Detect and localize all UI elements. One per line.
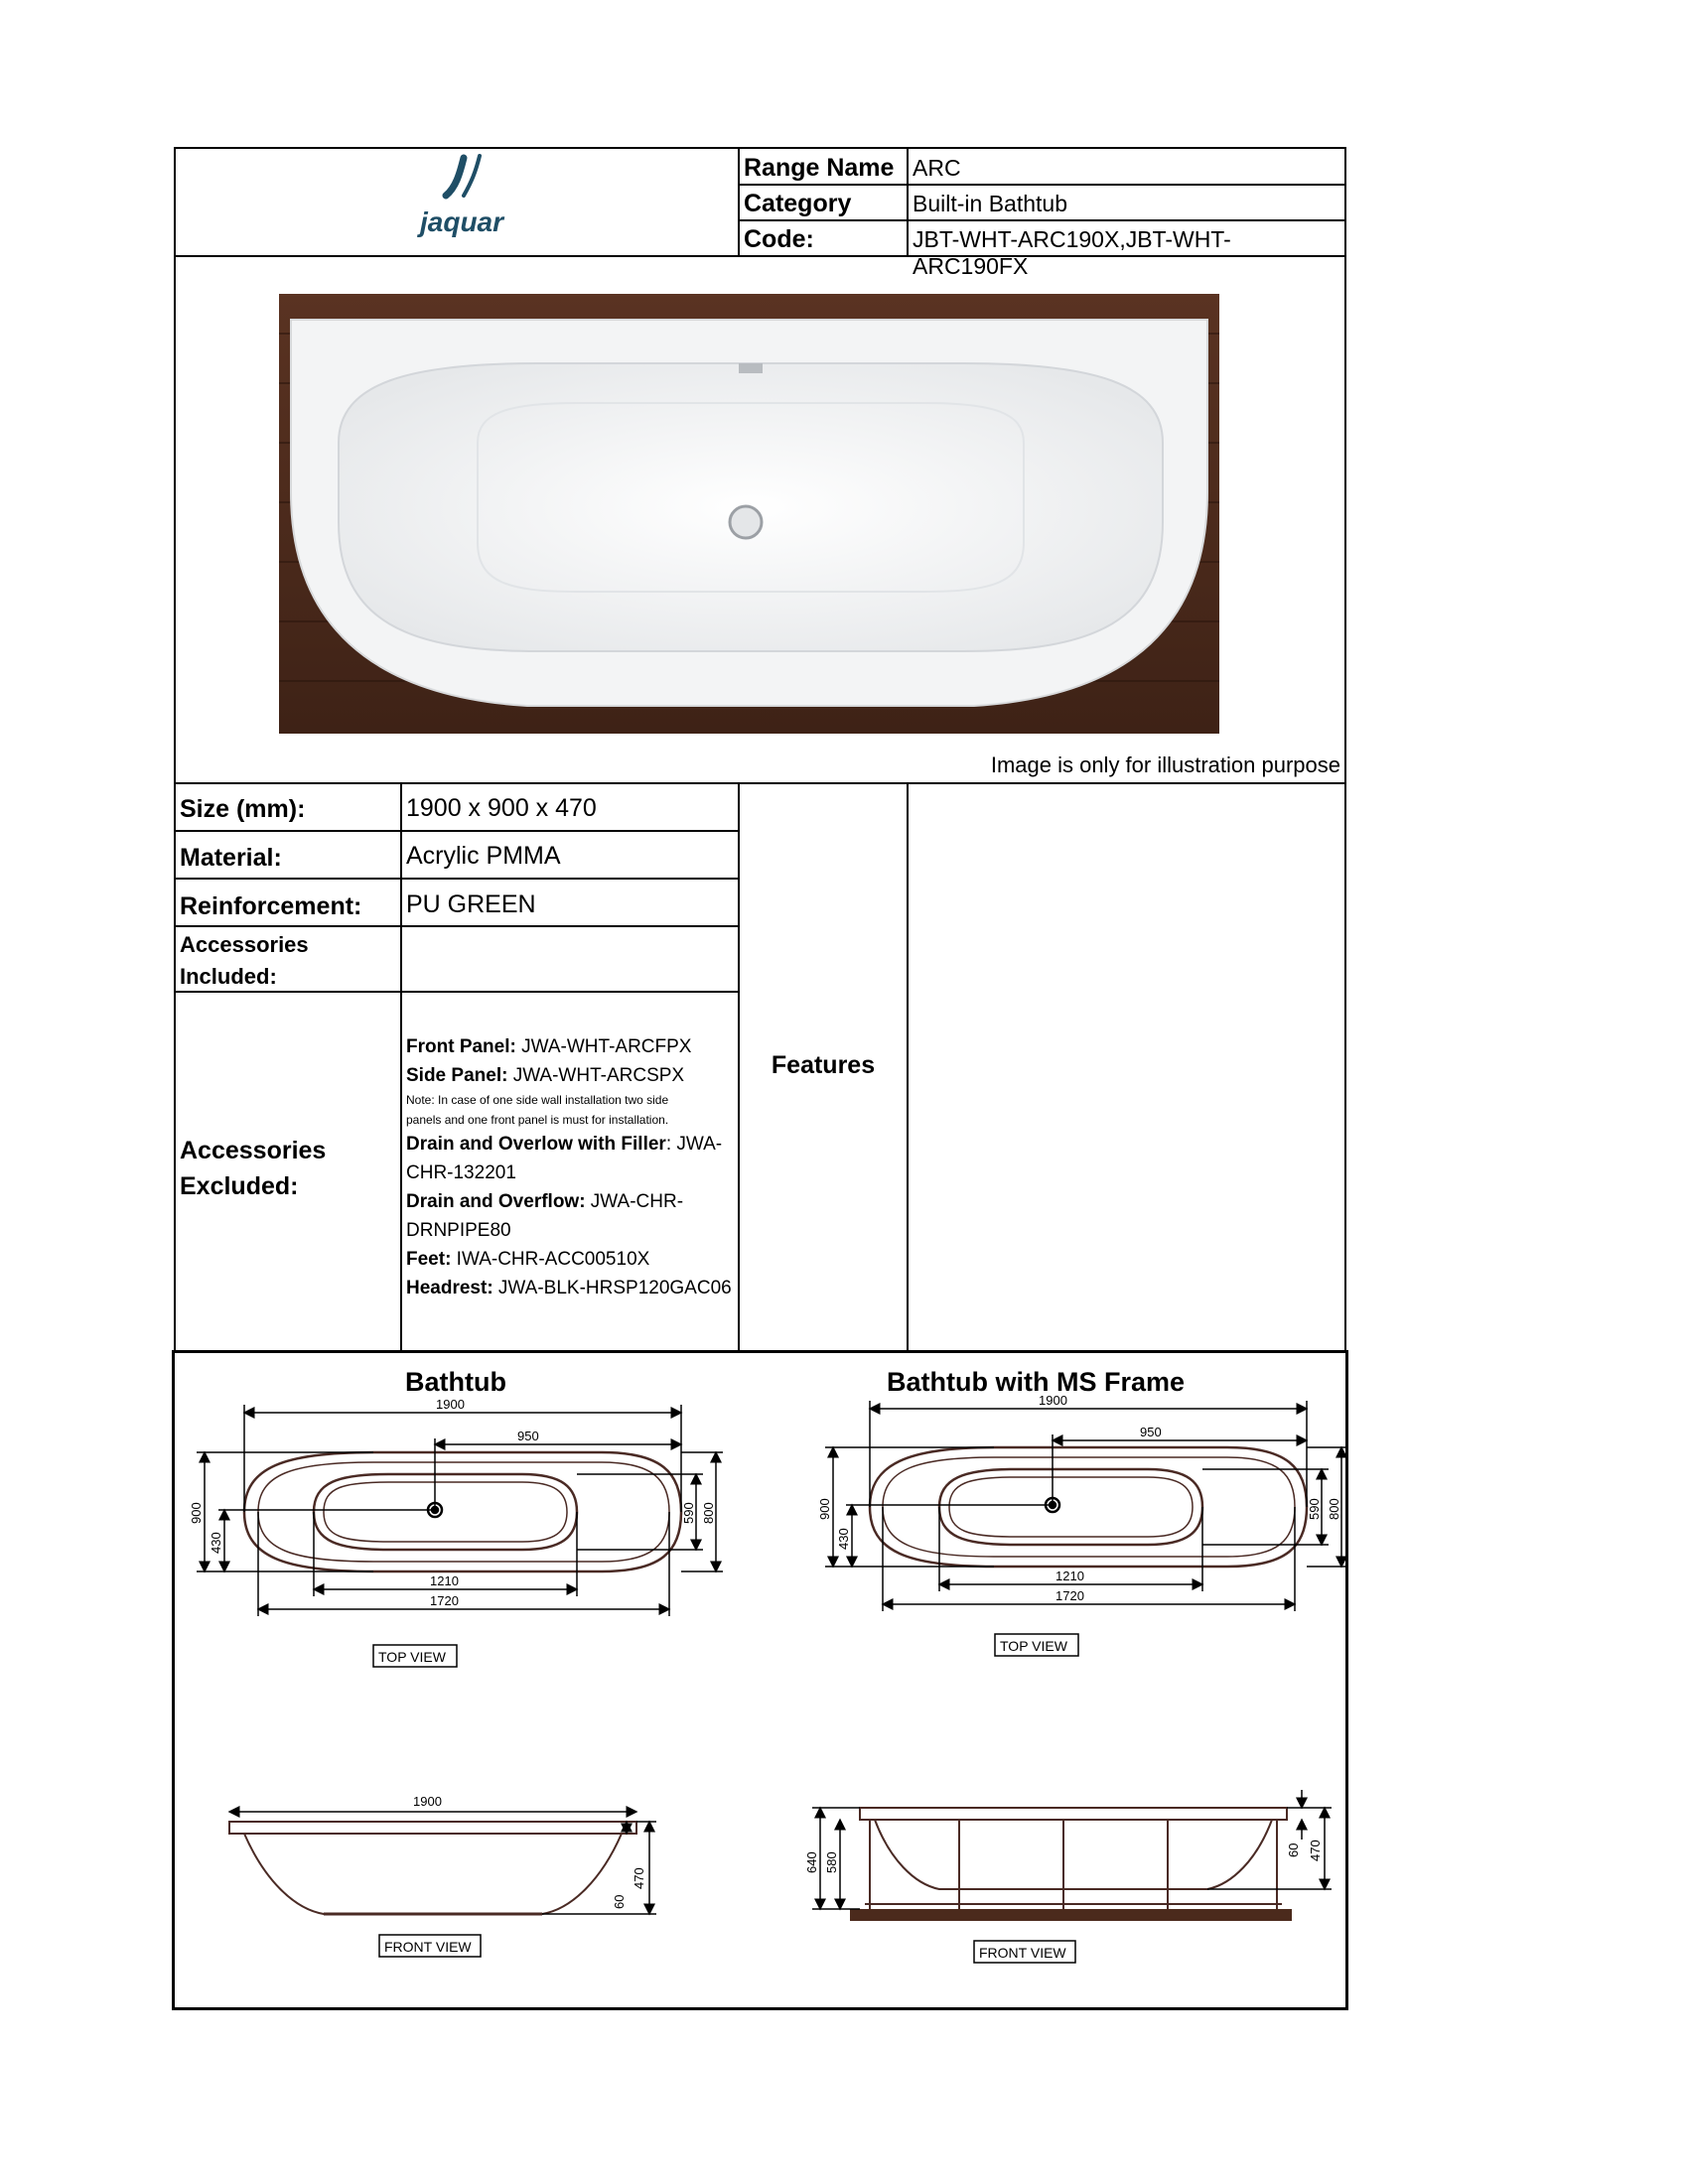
drain-filler-line: Drain and Overlow with Filler: JWA- [406, 1134, 723, 1155]
reinforcement-value-cell [400, 878, 740, 927]
acc-excluded-label-2: Excluded: [180, 1172, 299, 1200]
category-label-cell [738, 184, 909, 221]
range-name-value: ARC [913, 155, 961, 181]
r-dim-590: 590 [1307, 1498, 1322, 1520]
drain-overflow-line-2: DRNPIPE80 [406, 1220, 511, 1241]
technical-drawings [175, 1353, 1345, 2007]
drain [730, 506, 762, 538]
top-view-label-left: TOP VIEW [378, 1649, 446, 1665]
overflow-cover [739, 363, 763, 373]
right-top-dims [825, 1401, 1345, 1611]
right-front-view [860, 1808, 1287, 1909]
drain-filler-line-2: CHR-132201 [406, 1162, 516, 1183]
front-dim-470-right: 470 [1308, 1840, 1323, 1861]
front-view-label-left: FRONT VIEW [384, 1939, 472, 1955]
r-dim-430: 430 [836, 1528, 851, 1550]
acc-included-label-2: Included: [180, 964, 277, 989]
reinforcement-label: Reinforcement: [180, 892, 362, 920]
excluded-list [406, 1032, 738, 1302]
acc-excluded-label-cell [174, 991, 402, 1352]
headrest-line: Headrest: JWA-BLK-HRSP120GAC06 [406, 1278, 732, 1298]
category-label: Category [744, 190, 852, 217]
material-value-cell [400, 830, 740, 880]
r-dim-1900: 1900 [1039, 1393, 1067, 1408]
side-panel-line: Side Panel: JWA-WHT-ARCSPX [406, 1065, 685, 1086]
dim-1210: 1210 [430, 1573, 459, 1588]
drawings-section [172, 1350, 1348, 2010]
r-dim-1720: 1720 [1055, 1588, 1084, 1603]
image-note: Image is only for illustration purpose [990, 752, 1340, 777]
right-drawing-title: Bathtub with MS Frame [887, 1367, 1186, 1397]
front-dim-60-left: 60 [612, 1894, 627, 1909]
floor [850, 1909, 1292, 1921]
acc-excluded-label-1: Accessories [180, 1137, 327, 1164]
left-top-view [244, 1452, 681, 1571]
dim-430: 430 [209, 1532, 223, 1554]
code-label: Code: [744, 225, 814, 253]
r-dim-800: 800 [1327, 1498, 1341, 1520]
logo-text: jaquar [420, 206, 504, 237]
features-value-cell [907, 782, 1346, 1352]
front-dim-470-left: 470 [632, 1867, 646, 1889]
dim-1900: 1900 [436, 1397, 465, 1412]
front-dim-60-right: 60 [1286, 1843, 1301, 1857]
range-name-value-cell [907, 147, 1346, 186]
material-value: Acrylic PMMA [406, 842, 561, 870]
right-top-view [870, 1447, 1307, 1567]
right-top-dim-labels [817, 1393, 1341, 1603]
jaquar-logo [394, 152, 533, 251]
front-panel-line: Front Panel: JWA-WHT-ARCFPX [406, 1036, 692, 1057]
r-dim-950: 950 [1140, 1425, 1162, 1439]
left-drawing-title: Bathtub [405, 1367, 506, 1397]
bathtub-photo [279, 294, 1219, 734]
dim-900: 900 [189, 1502, 204, 1524]
r-dim-900: 900 [817, 1498, 832, 1520]
category-value: Built-in Bathtub [913, 191, 1067, 216]
front-dim-640-right: 640 [804, 1851, 819, 1873]
size-label: Size (mm): [180, 795, 306, 823]
left-front-dims [229, 1812, 656, 1914]
reinforcement-value: PU GREEN [406, 890, 536, 918]
size-label-cell [174, 782, 402, 832]
features-label-cell [738, 782, 909, 1352]
front-dim-580-right: 580 [824, 1851, 839, 1873]
range-name-label-cell [738, 147, 909, 186]
front-view-label-right: FRONT VIEW [979, 1945, 1066, 1961]
reinforcement-label-cell [174, 878, 402, 927]
left-front-view [229, 1822, 636, 1914]
front-dim-1900-left: 1900 [413, 1794, 442, 1809]
size-value-cell [400, 782, 740, 832]
material-label: Material: [180, 844, 282, 872]
acc-included-label-cell [174, 925, 402, 993]
dim-1720: 1720 [430, 1593, 459, 1608]
feet-line: Feet: IWA-CHR-ACC00510X [406, 1249, 650, 1270]
left-top-dim-labels [189, 1397, 716, 1608]
left-top-dims [197, 1405, 723, 1616]
acc-included-label-1: Accessories [180, 932, 309, 957]
image-section [174, 255, 1346, 784]
code-label-cell [738, 219, 909, 257]
acc-included-value-cell [400, 925, 740, 993]
logo-mark [446, 158, 464, 196]
r-dim-1210: 1210 [1055, 1569, 1084, 1583]
code-value: JBT-WHT-ARC190X,JBT-WHT-ARC190FX [913, 226, 1231, 279]
dim-590: 590 [681, 1502, 696, 1524]
range-name-label: Range Name [744, 154, 895, 182]
size-value: 1900 x 900 x 470 [406, 794, 597, 822]
code-value-cell [907, 219, 1346, 279]
top-view-label-right: TOP VIEW [1000, 1638, 1067, 1654]
dim-800: 800 [701, 1502, 716, 1524]
acc-excluded-value-cell [400, 991, 740, 1352]
features-label: Features [771, 1051, 876, 1079]
installation-note: Note: In case of one side wall installation two side panels and one front panel is must for installation. [406, 1093, 669, 1127]
material-label-cell [174, 830, 402, 880]
drain-overflow-line: Drain and Overflow: JWA-CHR- [406, 1191, 684, 1212]
logo-cell [174, 147, 740, 257]
category-value-cell [907, 184, 1346, 221]
dim-950: 950 [517, 1429, 539, 1443]
